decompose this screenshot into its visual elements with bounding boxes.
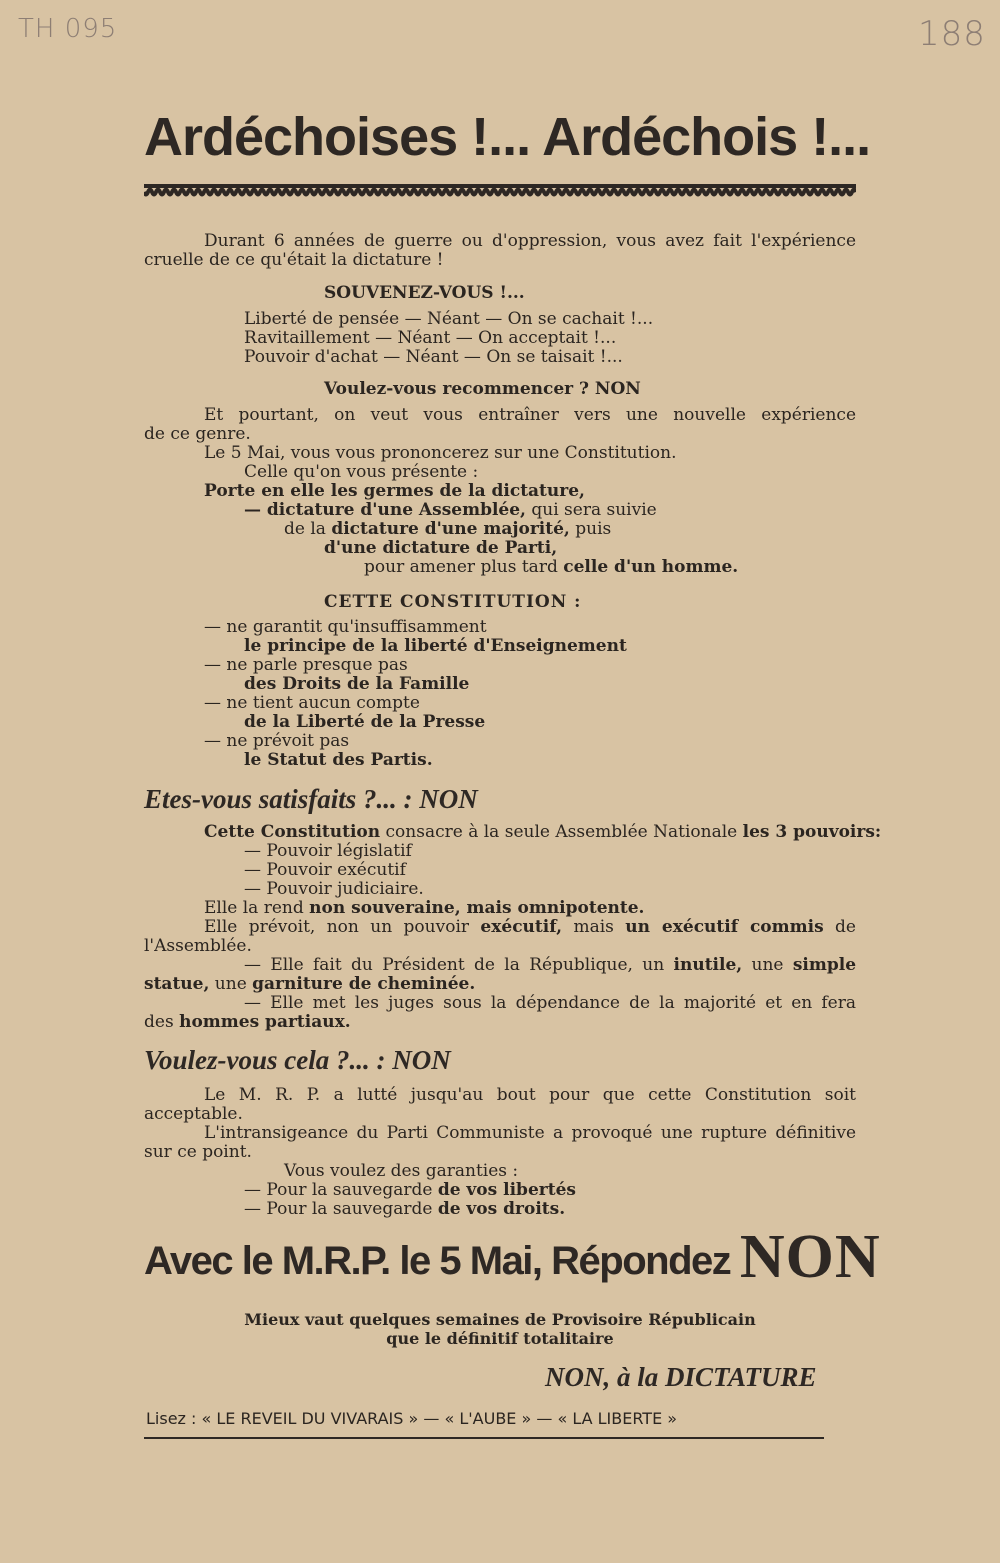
para2-line: Le 5 Mai, vous vous prononcerez sur une Constitution. [204,443,677,463]
memory-line: Pouvoir d'achat — Néant — On se taisait !... [244,347,623,367]
wavy-rule [144,184,856,198]
constitution-item-lead: — ne garantit qu'insuffisamment [204,617,487,637]
cette-heading: CETTE CONSTITUTION : [324,592,582,612]
constitution-item-bold: le principe de la liberté d'Enseignement [244,636,627,656]
juges-bold: hommes partiaux. [179,1012,351,1032]
memory-line: Liberté de pensée — Néant — On se cachait !... [244,309,654,329]
mrp-line: Le M. R. P. a lutté jusqu'au bout pour que cette Constitution soit [204,1085,856,1105]
satisfaits-heading: Etes-vous satisfaits ?... : NON [144,784,478,814]
dictature-text: pour amener plus tard [364,557,564,577]
dictature-line: Porte en elle les germes de la dictature, [204,481,585,501]
slogan-text: Avec le M.R.P. le 5 Mai, Répondez [144,1239,740,1283]
dictature-text: qui sera suivie [525,500,657,520]
garantie-text: — Pour la sauvegarde [244,1180,438,1200]
intro-line: Durant 6 années de guerre ou d'oppression, vous avez fait l'expérience [204,231,856,251]
constitution-item-bold: le Statut des Partis. [244,750,433,770]
memories-list [244,310,653,367]
constitution-item-bold: de la Liberté de la Presse [244,712,486,732]
intro-line: cruelle de ce qu'était la dictature ! [144,250,444,270]
constitution-item-lead: — ne parle presque pas [204,655,408,675]
bottom-rule [144,1437,824,1439]
dictature-homme: celle d'un homme. [563,557,739,577]
slogan [144,1222,881,1293]
mieux-block [144,1310,856,1348]
prevoit-text: l'Assemblée. [144,936,252,956]
juges-text: — Elle met les juges sous la dépendance de la majorité et en fera [244,993,856,1013]
juges-text: des [144,1012,180,1032]
garantie-bold: de vos droits. [437,1199,566,1219]
president-text: une [742,955,793,975]
para2-line: de ce genre. [144,424,251,444]
constitution-item-lead: — ne tient aucun compte [204,693,420,713]
dictature-block [204,482,738,577]
para2-line: Et pourtant, on veut vous entraîner vers une nouvelle expérience [204,405,856,425]
mrp-line: acceptable. [144,1104,243,1124]
recommencer-heading: Voulez-vous recommencer ? NON [324,379,641,399]
archive-reference: TH 095 [18,14,118,44]
garanties-lead: Vous voulez des garanties : [284,1161,519,1181]
memory-line: Ravitaillement — Néant — On acceptait !... [244,328,617,348]
final-slogan: NON, à la DICTATURE [545,1362,817,1392]
para2 [144,406,856,482]
garantie-text: — Pour la sauvegarde [244,1199,438,1219]
president-text: une [209,974,253,994]
rend-text: Elle la rend [204,898,310,918]
mrp-line: L'intransigeance du Parti Communiste a provoqué une rupture définitive [204,1123,856,1143]
main-title: Ardéchoises !... Ardéchois !... [144,107,871,167]
mrp-paragraph [144,1086,856,1219]
dictature-text: puis [569,519,612,539]
pouvoirs-block [144,822,882,1032]
dictature-majorite: dictature d'une majorité, [331,519,570,539]
president-bold: simple [792,955,857,975]
president-text: — Elle fait du Président de la République, un [244,955,674,975]
prevoit-bold: un exécutif commis [625,917,824,937]
pouvoirs-lead: consacre à la seule Assemblée Nationale [380,822,743,842]
mieux-line: Mieux vaut quelques semaines de Provisoire Républicain [244,1310,756,1329]
intro-paragraph [144,232,856,270]
constitution-item-lead: — ne prévoit pas [204,731,350,751]
dictature-parti: d'une dictature de Parti, [324,538,558,558]
dictature-assemblee: — dictature d'une Assemblée, [244,500,526,520]
pouvoir-item: — Pouvoir judiciaire. [244,879,424,899]
rend-bold: non souveraine, mais omnipotente. [309,898,645,918]
prevoit-text: de [823,917,856,937]
cela-heading: Voulez-vous cela ?... : NON [144,1045,451,1075]
pouvoirs-lead-bold: les 3 pouvoirs: [742,822,882,842]
dictature-text: de la [284,519,332,539]
president-bold: garniture de cheminée. [252,974,476,994]
pouvoir-item: — Pouvoir exécutif [244,860,406,880]
pouvoir-item: — Pouvoir législatif [244,841,412,861]
garantie-bold: de vos libertés [437,1180,576,1200]
mrp-line: sur ce point. [144,1142,252,1162]
souvenez-heading: SOUVENEZ-VOUS !... [324,283,525,303]
mieux-line: que le définitif totalitaire [386,1329,614,1348]
president-bold: statue, [144,974,210,994]
prevoit-bold: exécutif, [480,917,563,937]
slogan-non: NON [739,1223,881,1291]
pouvoirs-lead-bold: Cette Constitution [204,822,381,842]
prevoit-text: Elle prévoit, non un pouvoir [204,917,481,937]
constitution-item-bold: des Droits de la Famille [244,674,470,694]
prevoit-text: mais [562,917,626,937]
folio-number: 188 [918,14,986,54]
lisez-line: Lisez : « LE REVEIL DU VIVARAIS » — « L'AUBE » — « LA LIBERTE » [146,1409,678,1428]
para2-line: Celle qu'on vous présente : [244,462,479,482]
constitution-list [204,618,627,770]
president-bold: inutile, [673,955,743,975]
